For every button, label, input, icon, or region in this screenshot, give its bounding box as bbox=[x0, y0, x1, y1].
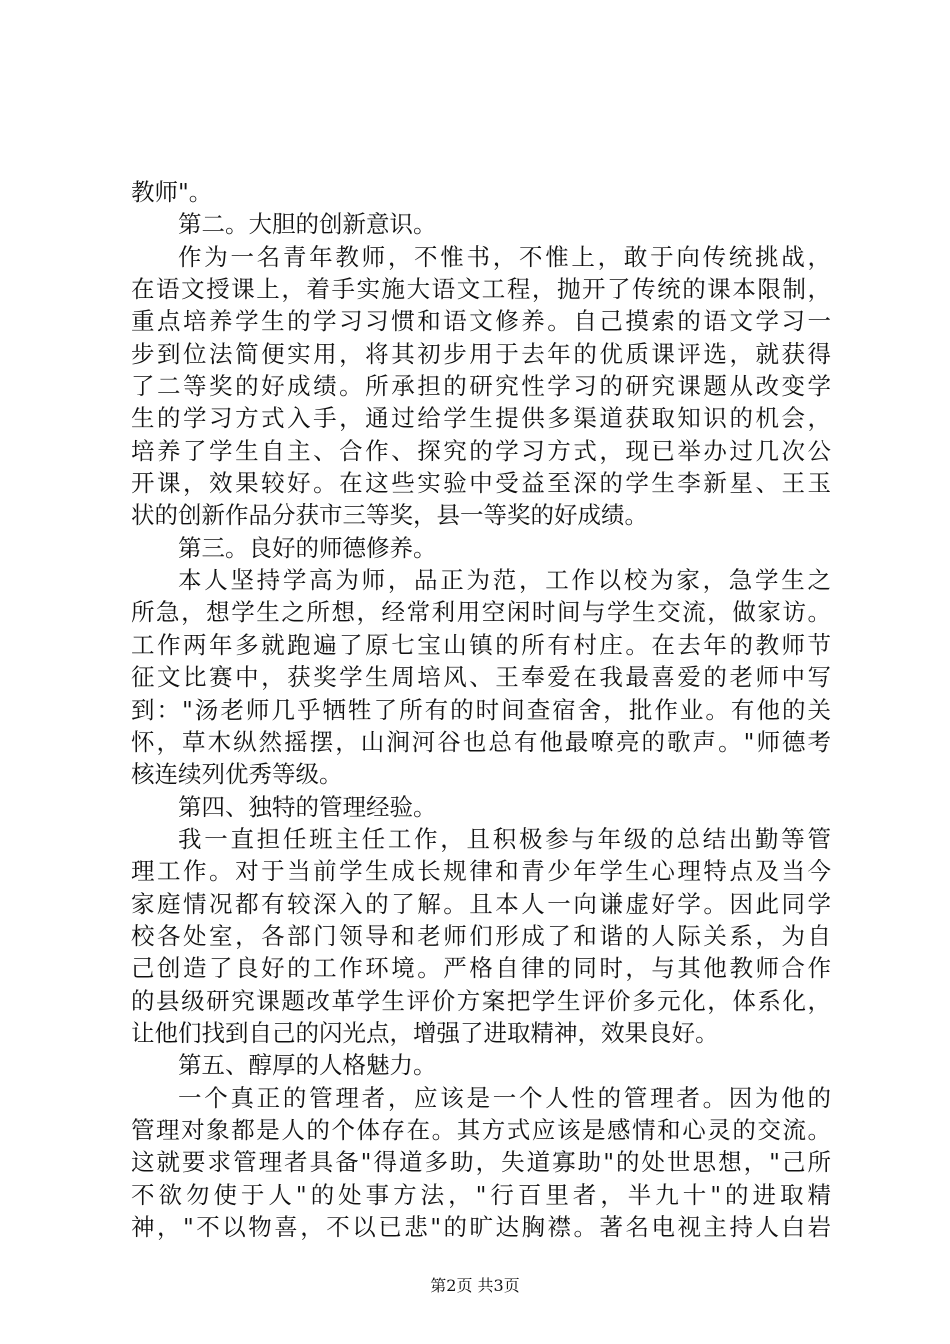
text-line: 一个真正的管理者，应该是一个人性的管理者。因为他的 bbox=[178, 1083, 831, 1112]
text-line: 状的创新作品分获市三等奖，县一等奖的好成绩。 bbox=[131, 501, 648, 530]
section-heading: 第四、独特的管理经验。 bbox=[178, 792, 437, 821]
text-line: 所急，想学生之所想，经常利用空闲时间与学生交流，做家访。 bbox=[131, 598, 831, 627]
text-line: 我一直担任班主任工作，且积极参与年级的总结出勤等管 bbox=[178, 824, 831, 853]
section-heading: 第二。大胆的创新意识。 bbox=[178, 210, 437, 239]
page-footer: 第2页 共3页 bbox=[430, 1276, 520, 1295]
text-line: 让他们找到自己的闪光点，增强了进取精神，效果良好。 bbox=[131, 1018, 719, 1047]
text-line: 征文比赛中，获奖学生周培风、王奉爱在我最喜爱的老师中写 bbox=[131, 663, 831, 692]
section-heading: 第五、醇厚的人格魅力。 bbox=[178, 1051, 437, 1080]
text-line: 步到位法简便实用，将其初步用于去年的优质课评选，就获得 bbox=[131, 339, 831, 368]
text-line: 这就要求管理者具备"得道多助，失道寡助"的处世思想，"己所 bbox=[131, 1148, 831, 1177]
text-line: 的县级研究课题改革学生评价方案把学生评价多元化，体系化， bbox=[131, 986, 831, 1015]
text-line: 了二等奖的好成绩。所承担的研究性学习的研究课题从改变学 bbox=[131, 372, 831, 401]
document-body bbox=[131, 176, 831, 1243]
text-line: 核连续列优秀等级。 bbox=[131, 760, 343, 789]
text-line: 管理对象都是人的个体存在。其方式应该是感情和心灵的交流。 bbox=[131, 1115, 831, 1144]
text-line: 本人坚持学高为师，品正为范，工作以校为家，急学生之 bbox=[178, 566, 831, 595]
text-line: 作为一名青年教师，不惟书，不惟上，敢于向传统挑战， bbox=[178, 242, 831, 271]
text-line: 培养了学生自主、合作、探究的学习方式，现已举办过几次公 bbox=[131, 436, 831, 465]
text-line: 在语文授课上，着手实施大语文工程，抛开了传统的课本限制， bbox=[131, 275, 831, 304]
text-line: 怀，草木纵然摇摆，山涧河谷也总有他最嘹亮的歌声。"师德考 bbox=[131, 727, 831, 756]
text-line: 理工作。对于当前学生成长规律和青少年学生心理特点及当今 bbox=[131, 857, 831, 886]
text-line: 生的学习方式入手，通过给学生提供多渠道获取知识的机会， bbox=[131, 404, 831, 433]
text-line: 重点培养学生的学习习惯和语文修养。自己摸索的语文学习一 bbox=[131, 307, 831, 336]
text-line: 家庭情况都有较深入的了解。且本人一向谦虚好学。因此同学 bbox=[131, 889, 831, 918]
text-line: 己创造了良好的工作环境。严格自律的同时，与其他教师合作 bbox=[131, 954, 831, 983]
text-line: 神，"不以物喜，不以已悲"的旷达胸襟。著名电视主持人白岩 bbox=[131, 1213, 831, 1241]
text-line: 工作两年多就跑遍了原七宝山镇的所有村庄。在去年的教师节 bbox=[131, 630, 831, 659]
text-line: 不欲勿使于人"的处事方法，"行百里者，半九十"的进取精 bbox=[131, 1180, 831, 1209]
text-line: 开课，效果较好。在这些实验中受益至深的学生李新星、王玉 bbox=[131, 469, 831, 498]
text-line: 校各处室，各部门领导和老师们形成了和谐的人际关系，为自 bbox=[131, 921, 831, 950]
text-line: 教师"。 bbox=[131, 178, 213, 206]
text-line: 到："汤老师几乎牺牲了所有的时间查宿舍，批作业。有他的关 bbox=[131, 695, 831, 724]
section-heading: 第三。良好的师德修养。 bbox=[178, 533, 437, 562]
